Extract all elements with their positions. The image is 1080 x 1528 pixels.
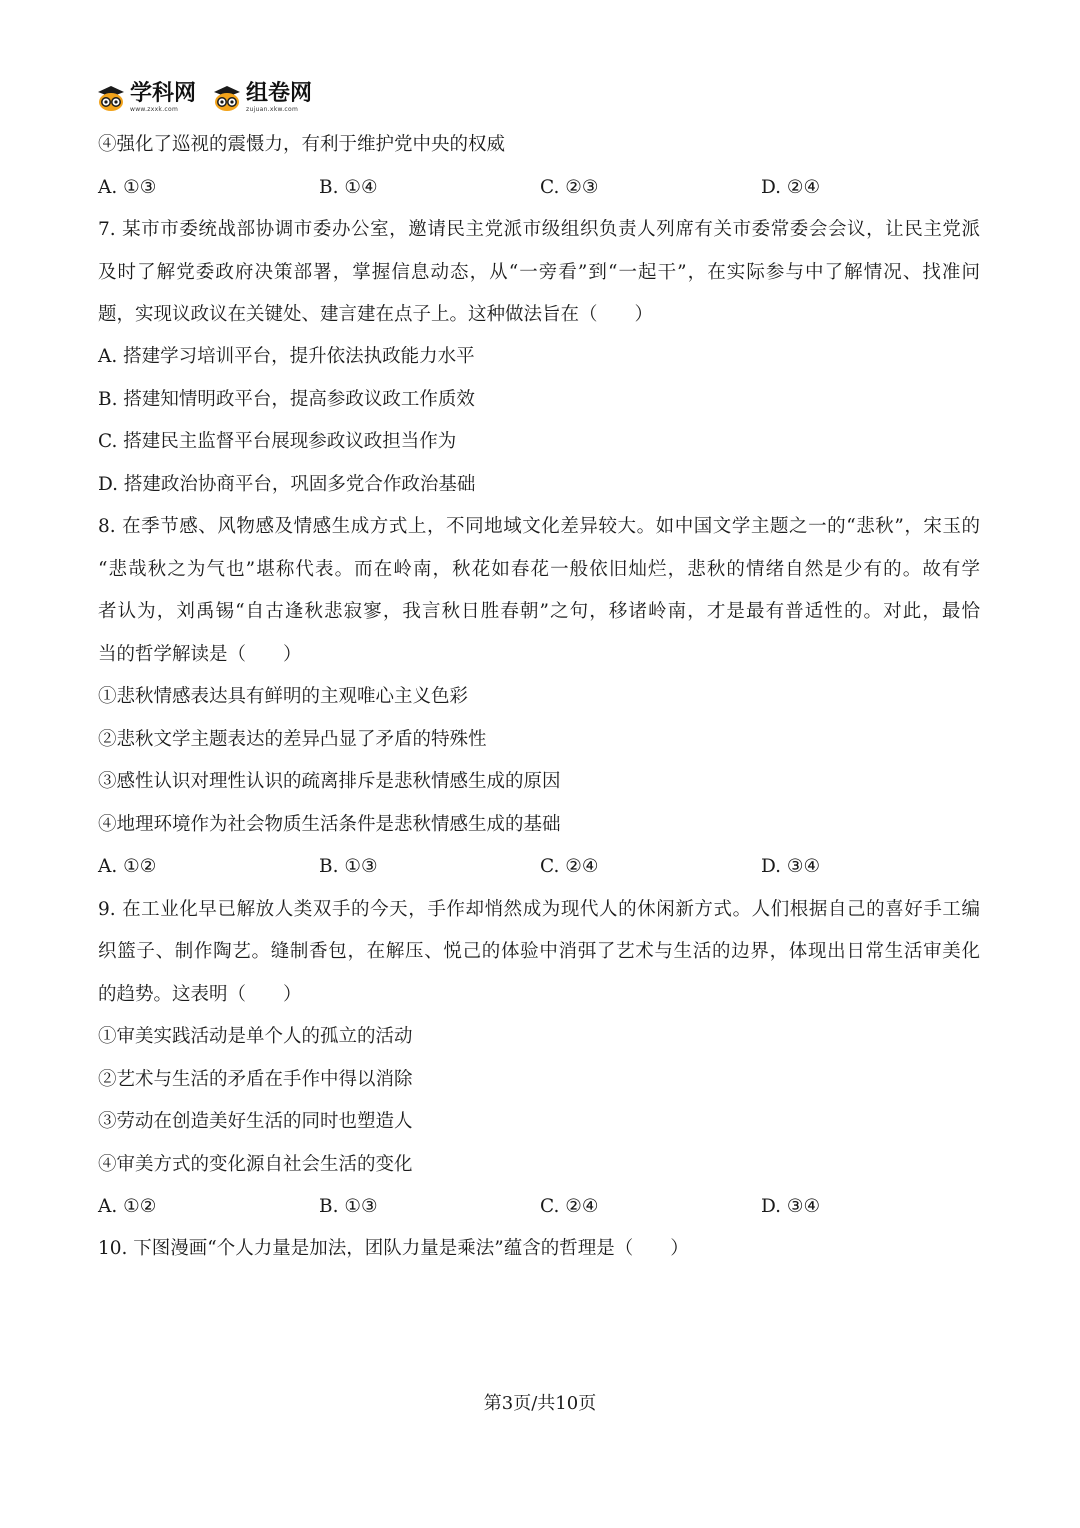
- q8-options: [98, 855, 998, 879]
- option-a: A. ①②: [98, 1196, 157, 1217]
- logo-name: 组卷网: [246, 81, 313, 106]
- page-header: [96, 80, 312, 116]
- q7-option-b: B. 搭建知情明政平台，提高参政议政工作质效: [98, 389, 475, 410]
- q7-stem-line: 7. 某市市委统战部协调市委办公室，邀请民主党派市级组织负责人列席有关市委常委会会议，让民主党派: [98, 219, 980, 240]
- option-b: B. ①④: [319, 177, 378, 198]
- option-c: C. ②④: [540, 856, 599, 877]
- option-d: D. ②④: [761, 177, 821, 198]
- q9-options: [98, 1195, 998, 1219]
- option-b: B. ①③: [319, 1196, 378, 1217]
- logo-zujuanwang: [212, 83, 312, 113]
- logo-url: www.zxxk.com: [130, 106, 179, 113]
- q6-item-4: ④强化了巡视的震慑力，有利于维护党中央的权威: [98, 134, 506, 155]
- q8-stem-line: 者认为，刘禹锡“自古逢秋悲寂寥，我言秋日胜春朝”之句，移诸岭南，才是最有普适性的。对此，最恰: [98, 601, 980, 622]
- q10-stem-line: 10. 下图漫画“个人力量是加法，团队力量是乘法”蕴含的哲理是（ ）: [98, 1238, 689, 1259]
- q9-stem-line: 织篮子、制作陶艺。缝制香包，在解压、悦己的体验中消弭了艺术与生活的边界，体现出日常生活审美化: [98, 941, 980, 962]
- option-a: A. ①③: [98, 177, 157, 198]
- q7-stem-line: 题，实现议政议在关键处、建言建在点子上。这种做法旨在（ ）: [98, 304, 654, 325]
- q9-item-4: ④审美方式的变化源自社会生活的变化: [98, 1154, 413, 1175]
- option-d: D. ③④: [761, 1196, 821, 1217]
- option-c: C. ②③: [540, 177, 599, 198]
- q8-item-2: ②悲秋文学主题表达的差异凸显了矛盾的特殊性: [98, 729, 487, 750]
- option-d: D. ③④: [761, 856, 821, 877]
- q8-item-3: ③感性认识对理性认识的疏离排斥是悲秋情感生成的原因: [98, 771, 561, 792]
- q8-stem-line: “悲哉秋之为气也”堪称代表。而在岭南，秋花如春花一般依旧灿烂，悲秋的情绪自然是少有的。故有学: [98, 559, 980, 580]
- q9-stem-line: 9. 在工业化早已解放人类双手的今天，手作却悄然成为现代人的休闲新方式。人们根据自己的喜好手工编: [98, 899, 980, 920]
- logo-name: 学科网: [130, 81, 197, 106]
- q9-item-1: ①审美实践活动是单个人的孤立的活动: [98, 1026, 413, 1047]
- q8-stem-line: 当的哲学解读是（ ）: [98, 644, 302, 665]
- q9-item-2: ②艺术与生活的矛盾在手作中得以消除: [98, 1069, 413, 1090]
- q8-item-4: ④地理环境作为社会物质生活条件是悲秋情感生成的基础: [98, 814, 561, 835]
- option-a: A. ①②: [98, 856, 157, 877]
- logo-xuekewang: [96, 83, 196, 113]
- option-c: C. ②④: [540, 1196, 599, 1217]
- page-number: 第3页/共10页: [483, 1393, 597, 1414]
- q9-stem-line: 的趋势。这表明（ ）: [98, 984, 302, 1005]
- q6-options: [98, 176, 998, 200]
- q8-stem-line: 8. 在季节感、风物感及情感生成方式上，不同地域文化差异较大。如中国文学主题之一的“悲秋”，宋玉的: [98, 516, 980, 537]
- logo-url: zujuan.xkw.com: [246, 106, 299, 113]
- q8-item-1: ①悲秋情感表达具有鲜明的主观唯心主义色彩: [98, 686, 469, 707]
- q7-option-c: C. 搭建民主监督平台展现参政议政担当作为: [98, 431, 457, 452]
- option-b: B. ①③: [319, 856, 378, 877]
- owl-mascot-icon: [96, 83, 126, 113]
- q7-option-a: A. 搭建学习培训平台，提升依法执政能力水平: [98, 346, 475, 367]
- q7-stem-line: 及时了解党委政府决策部署，掌握信息动态，从“一旁看”到“一起干”，在实际参与中了解情况、找准问: [98, 262, 980, 283]
- owl-mascot-icon: [212, 83, 242, 113]
- q7-option-d: D. 搭建政治协商平台，巩固多党合作政治基础: [98, 474, 476, 495]
- q9-item-3: ③劳动在创造美好生活的同时也塑造人: [98, 1111, 413, 1132]
